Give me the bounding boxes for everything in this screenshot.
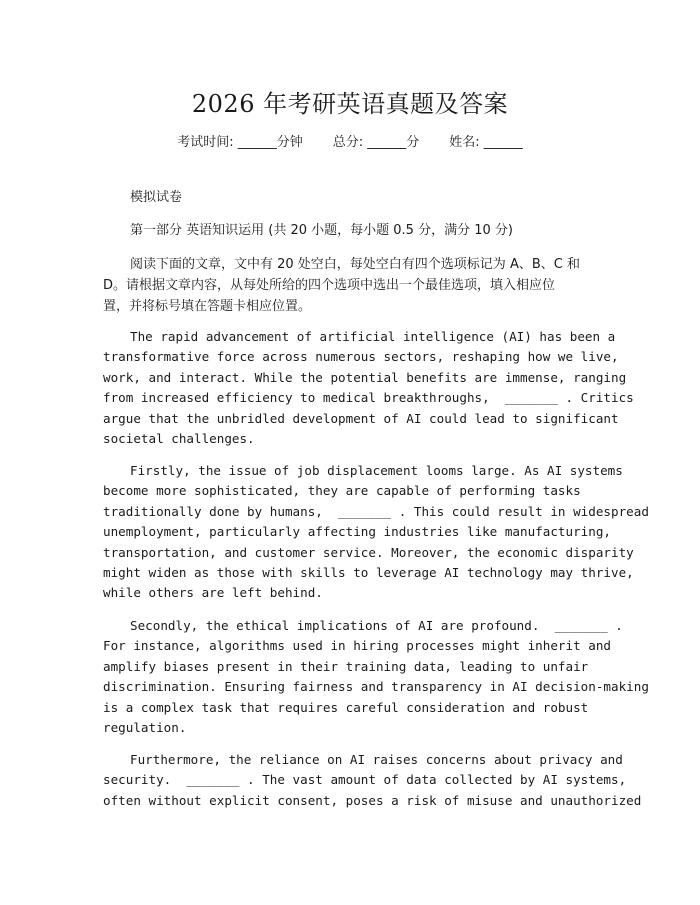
instructions: 阅读下面的文章，文中有 20 处空白，每处空白有四个选项标记为 A、B、C 和 D。请根据文章内容，从每处所给的四个选项中选出一个最佳选项，填入相应位 置，并将标号填在答题卡相应位置。 [103, 257, 580, 314]
paragraph-1: The rapid advancement of artificial intelligence (AI) has been a transformative force across numerous sectors, reshaping how we live, work, and interact. While the potential benefits are immense, ranging from increased efficiency to medical breakthroughs, _______ . Critics argue that the unbridled development of AI could lead to significant societal challenges. [103, 329, 634, 447]
total-score-field: 总分: ______分 [332, 135, 420, 150]
paragraph-4: Furthermore, the reliance on AI raises concerns about privacy and security. _______ . The vast amount of data collected by AI systems, often without explicit consent, poses a risk of misuse and unauthorized [103, 752, 642, 808]
part-heading: 第一部分 英语知识运用 (共 20 小题，每小题 0.5 分，满分 10 分) [130, 223, 513, 238]
section-label: 模拟试卷 [130, 190, 183, 205]
exam-meta-line [0, 131, 700, 150]
exam-time-field: 考试时间: ______分钟 [177, 135, 303, 150]
paragraph-2: Firstly, the issue of job displacement looms large. As AI systems become more sophisticated, they are capable of performing tasks traditionally done by humans, _______ . This could result in widespread unemployment, particularly affecting industries like manufacturing, transportation, and customer service. Moreover, the economic disparity might widen as those with skills to leverage AI technology may thrive, while others are left behind. [103, 463, 649, 601]
paragraph-3: Secondly, the ethical implications of AI are profound. _______ . For instance, algorithms used in hiring processes might inherit and amplify biases present in their training data, leading to unfair discrimination. Ensuring fairness and transparency in AI decision-making is a complex task that requires careful consideration and robust regulation. [103, 618, 649, 736]
name-field: 姓名: ______ [449, 135, 523, 150]
doc-title: 2026 年考研英语真题及答案 [191, 90, 509, 118]
